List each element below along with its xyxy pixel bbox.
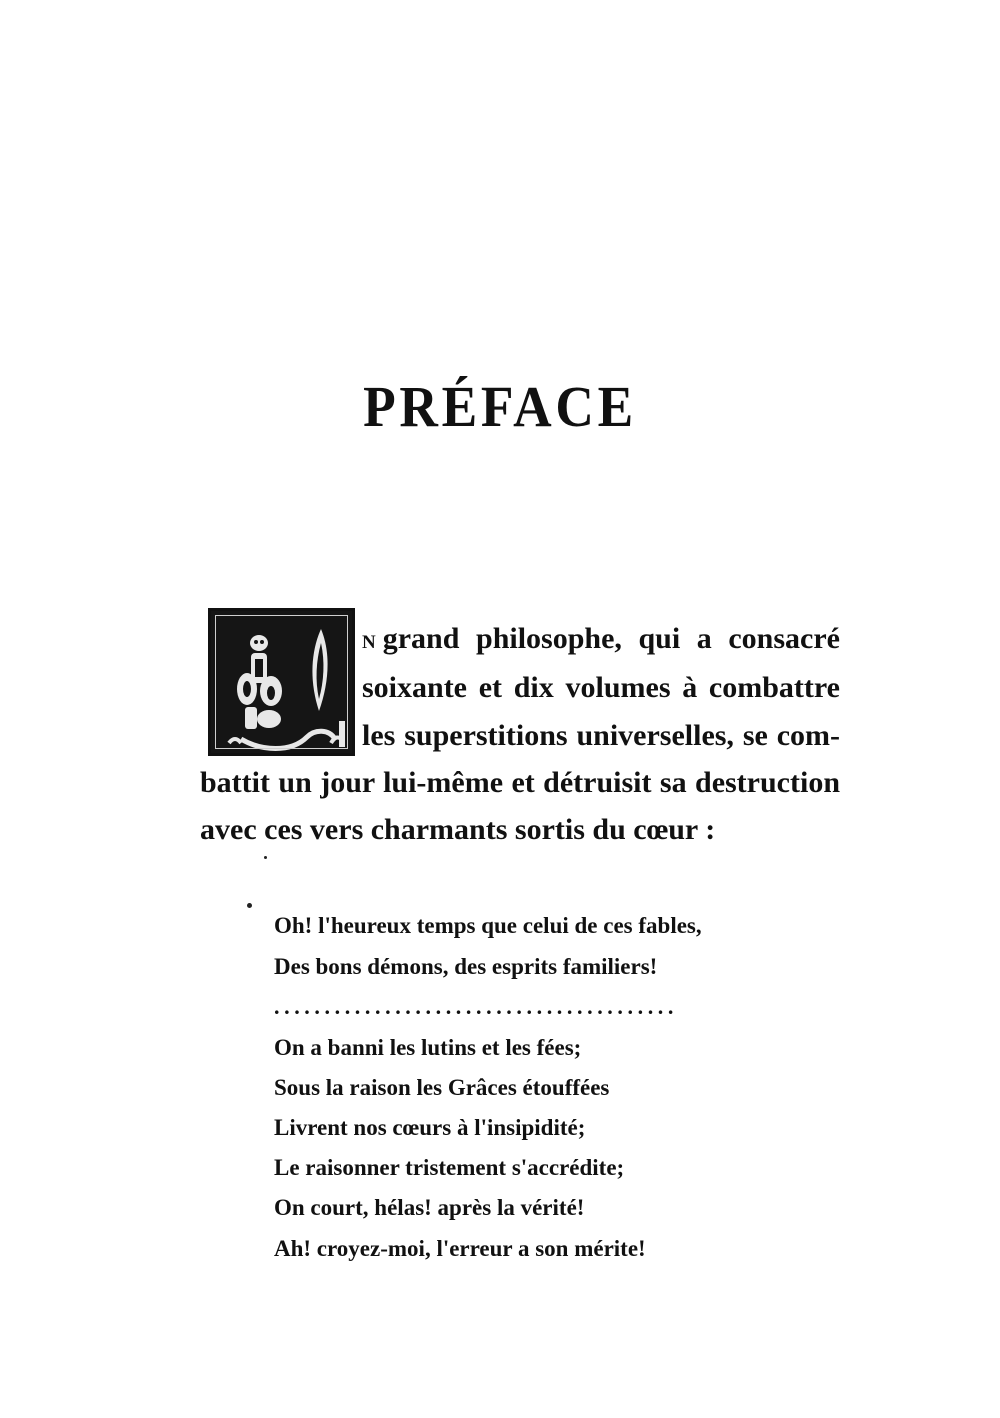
paragraph-line-5: avec ces vers charmants sortis du cœur :	[200, 813, 716, 846]
paragraph-line-1-text: grand philosophe, qui a consacré	[382, 622, 840, 655]
print-speck	[247, 903, 252, 908]
verse-line-7: On court, hélas! après la vérité!	[274, 1195, 585, 1220]
paragraph-line-3: les superstitions universelles, se com-	[362, 719, 840, 752]
paragraph-line-1	[362, 624, 840, 654]
verse-line-6: Le raisonner tristement s'accrédite;	[274, 1155, 625, 1180]
verse-line-5: Livrent nos cœurs à l'insipidité;	[274, 1115, 586, 1140]
paragraph-line-4: battit un jour lui-même et détruisit sa destruction	[200, 766, 840, 799]
verse-ellipsis: ........................................	[274, 996, 678, 1018]
verse-line-2: Des bons démons, des esprits familiers!	[274, 954, 658, 979]
ornamental-drop-cap-icon	[208, 608, 355, 756]
page-title: PRÉFACE	[363, 374, 637, 439]
drop-cap-ornament	[211, 611, 358, 759]
small-caps-letter: N	[362, 632, 377, 653]
verse-line-3: On a banni les lutins et les fées;	[274, 1035, 582, 1060]
paragraph-line-2: soixante et dix volumes à combattre	[362, 671, 840, 704]
verse-line-4: Sous la raison les Grâces étouffées	[274, 1075, 610, 1100]
print-speck	[264, 856, 267, 859]
verse-line-8: Ah! croyez-moi, l'erreur a son mérite!	[274, 1236, 646, 1261]
verse-line-1: Oh! l'heureux temps que celui de ces fables,	[274, 913, 702, 938]
